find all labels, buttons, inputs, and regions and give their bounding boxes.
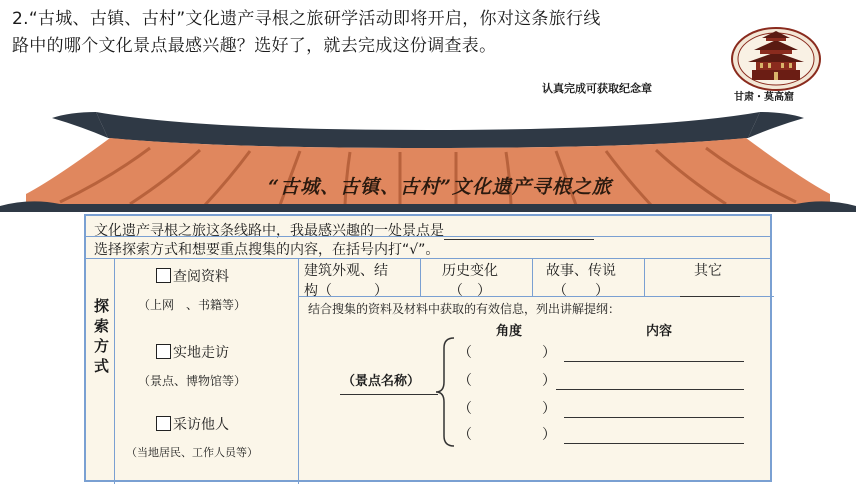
method-research-note: （上网 、书籍等） <box>138 298 247 312</box>
column-other[interactable] <box>694 260 740 297</box>
stamp-caption: 甘肃・莫高窟 <box>734 92 794 103</box>
mogao-stamp-icon <box>728 26 824 92</box>
column-divider-3 <box>644 258 645 296</box>
column-divider-1 <box>420 258 421 296</box>
row-divider-1 <box>86 236 770 237</box>
column-history-line1: 历史变化 <box>442 263 498 279</box>
method-interview-note: （当地居民、工作人员等） <box>126 446 258 459</box>
side-divider <box>114 258 115 484</box>
survey-form <box>84 214 772 482</box>
method-visit-note: （景点、博物馆等） <box>138 374 247 388</box>
method-research-label: 查阅资料 <box>173 269 229 285</box>
outline-instruction: 结合搜集的资料及材料中获取的有效信息，列出讲解提纲： <box>308 302 621 316</box>
outline-row-1-blank[interactable] <box>564 361 744 362</box>
header-content: 内容 <box>646 324 673 339</box>
favorite-spot-label: 文化遗产寻根之旅这条线路中，我最感兴趣的一处景点是 <box>94 223 444 239</box>
place-name-label: （景点名称） <box>342 374 421 389</box>
method-interview-checkbox[interactable] <box>156 416 171 431</box>
outline-row-2-blank[interactable] <box>556 389 744 390</box>
choose-method-prompt: 选择探索方式和想要重点搜集的内容，在括号内打“√”。 <box>94 242 440 258</box>
outline-row-4[interactable]: （ ） <box>458 424 744 444</box>
bracket-icon <box>434 336 458 448</box>
method-item-visit[interactable] <box>156 342 229 362</box>
favorite-spot-blank[interactable] <box>444 239 594 240</box>
side-label-char-1: 探 <box>94 297 110 315</box>
outline-row-3[interactable]: （ ） <box>458 398 744 418</box>
outline-row-3-blank[interactable] <box>564 417 744 418</box>
column-other-blank[interactable] <box>680 296 740 297</box>
side-label-char-2: 索 <box>94 317 110 335</box>
outline-row-2[interactable]: （ ） <box>458 370 744 390</box>
outline-row-4-blank[interactable] <box>564 443 744 444</box>
side-label-char-3: 方 <box>94 337 110 355</box>
column-architecture-line2: 构（ ） <box>304 283 388 299</box>
roof-illustration <box>0 108 856 216</box>
method-item-interview[interactable] <box>156 414 229 434</box>
badge-text: 认真完成可获取纪念章 <box>542 82 652 95</box>
method-visit-checkbox[interactable] <box>156 344 171 359</box>
side-label-char-4: 式 <box>94 357 110 375</box>
column-stories-line2: （ ） <box>553 283 609 299</box>
place-name-blank[interactable] <box>340 394 438 395</box>
column-architecture-line1: 建筑外观、结 <box>304 263 388 279</box>
method-interview-label: 采访他人 <box>173 417 229 433</box>
column-history-line2: （ ） <box>449 283 491 299</box>
question-line-1: 2.“古城、古镇、古村”文化遗产寻根之旅研学活动即将开启，你对这条旅行线 <box>12 9 601 29</box>
column-stories-line1: 故事、传说 <box>546 263 616 279</box>
row-divider-2 <box>86 258 770 259</box>
method-visit-label: 实地走访 <box>173 345 229 361</box>
outline-row-1[interactable]: （ ） <box>458 342 744 362</box>
favorite-spot-prompt <box>94 220 594 240</box>
methods-divider <box>298 258 299 484</box>
method-item-research[interactable] <box>156 266 229 286</box>
column-history[interactable] <box>442 260 498 300</box>
question-text <box>12 6 832 60</box>
column-divider-2 <box>532 258 533 296</box>
column-stories[interactable] <box>546 260 616 300</box>
method-research-checkbox[interactable] <box>156 268 171 283</box>
header-angle: 角度 <box>496 324 523 339</box>
column-architecture[interactable] <box>304 260 388 300</box>
column-other-label: 其它 <box>694 263 722 279</box>
method-side-label <box>94 296 112 376</box>
question-line-2: 路中的哪个文化景点最感兴趣？选好了，就去完成这份调查表。 <box>12 36 497 56</box>
banner-title: “古城、古镇、古村”文化遗产寻根之旅 <box>268 176 612 198</box>
